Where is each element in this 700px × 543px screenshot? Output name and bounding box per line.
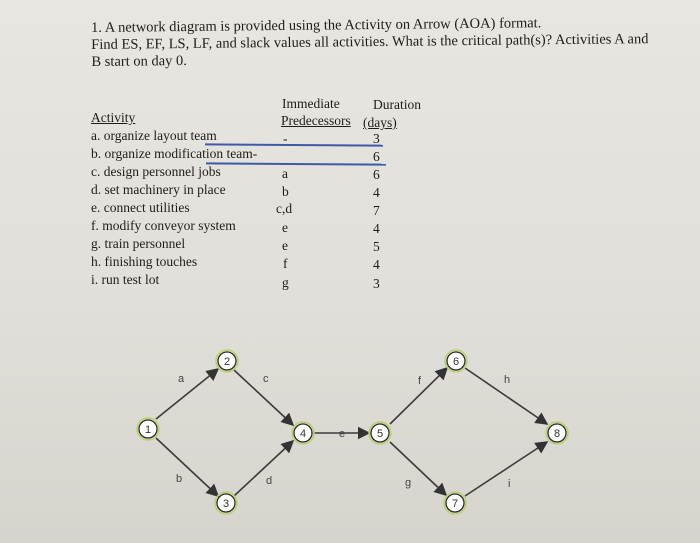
row-activity-i: i. run test lot — [91, 272, 160, 287]
question-line-2: Find ES, EF, LS, LF, and slack values all activities. What is the critical path(s)? Activities A and — [91, 31, 649, 53]
row-activity-c: c. design personnel jobs — [91, 164, 221, 179]
question-line-1: 1. A network diagram is provided using the Activity on Arrow (AOA) format. — [91, 15, 542, 36]
row-dur-e: 7 — [373, 203, 380, 218]
header-duration: Duration — [373, 97, 421, 112]
edge-i — [465, 442, 547, 496]
row-activity-b: b. organize modification team- — [91, 146, 258, 161]
row-dur-a: 3 — [373, 131, 380, 146]
row-pred-c: a — [282, 166, 288, 181]
row-dur-h: 4 — [373, 257, 380, 272]
svg-text:7: 7 — [451, 498, 459, 510]
edge-label-g: g — [405, 477, 412, 489]
row-dur-d: 4 — [373, 185, 380, 200]
row-dur-g: 5 — [373, 239, 380, 254]
row-dur-i: 3 — [373, 276, 380, 291]
edge-label-b: b — [176, 473, 183, 485]
svg-text:4: 4 — [299, 428, 307, 440]
row-pred-d: b — [282, 184, 289, 199]
node-3 — [215, 492, 237, 514]
node-6 — [445, 350, 467, 372]
edge-b — [156, 438, 218, 496]
row-activity-d: d. set machinery in place — [91, 182, 226, 197]
edge-label-f: f — [418, 375, 422, 387]
edge-g — [390, 442, 446, 495]
svg-text:8: 8 — [553, 428, 561, 440]
edge-label-e: e — [339, 428, 346, 440]
svg-text:3: 3 — [222, 498, 230, 510]
row-pred-h: f — [283, 256, 288, 271]
node-1 — [137, 418, 159, 440]
row-dur-b: 6 — [373, 149, 380, 164]
row-activity-g: g. train personnel — [91, 236, 186, 251]
row-pred-e: c,d — [276, 201, 293, 216]
node-4 — [292, 422, 314, 444]
edge-label-d: d — [266, 475, 273, 487]
svg-text:6: 6 — [452, 356, 460, 368]
row-activity-f: f. modify conveyor system — [91, 218, 236, 233]
header-activity: Activity — [91, 110, 136, 125]
node-2 — [216, 350, 238, 372]
row-dur-f: 4 — [373, 221, 380, 236]
row-b-underline — [206, 162, 386, 165]
edge-label-a: a — [178, 373, 185, 385]
edge-label-h: h — [504, 374, 511, 386]
row-pred-g: e — [282, 238, 288, 253]
row-pred-f: e — [282, 220, 288, 235]
question-line-3: B start on day 0. — [91, 52, 187, 70]
header-predecessors: Predecessors — [281, 113, 351, 128]
row-activity-e: e. connect utilities — [91, 200, 190, 215]
node-5 — [369, 422, 391, 444]
row-pred-a: - — [283, 131, 288, 146]
row-dur-c: 6 — [373, 167, 380, 182]
row-activity-a: a. organize layout team — [91, 128, 217, 143]
edge-label-c: c — [263, 373, 269, 385]
node-8 — [546, 422, 568, 444]
header-immediate: Immediate — [282, 96, 340, 111]
row-pred-i: g — [282, 275, 289, 290]
header-days: (days) — [363, 115, 397, 130]
aoa-network-diagram — [0, 330, 700, 543]
edge-a — [156, 369, 218, 419]
row-activity-h: h. finishing touches — [91, 254, 198, 269]
edge-d — [234, 441, 293, 496]
svg-text:2: 2 — [223, 356, 231, 368]
svg-text:5: 5 — [376, 428, 384, 440]
node-7 — [444, 492, 466, 514]
edge-label-i: i — [508, 478, 511, 490]
svg-text:1: 1 — [144, 424, 152, 436]
